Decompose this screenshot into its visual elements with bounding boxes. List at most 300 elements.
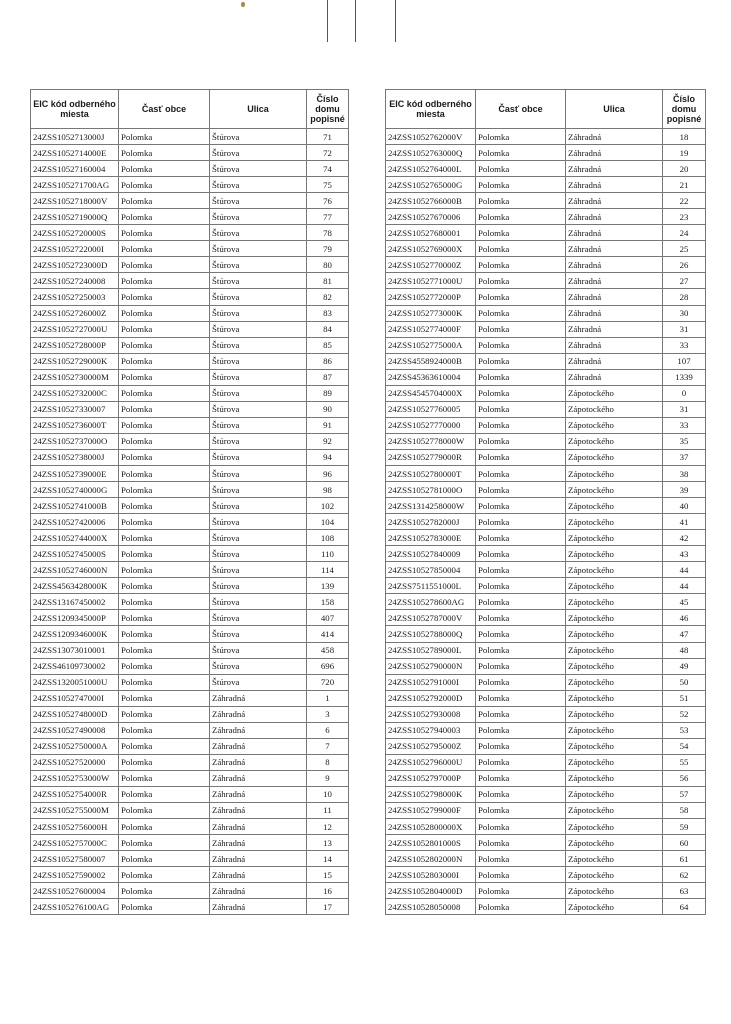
street-cell: Štúrova xyxy=(210,241,307,257)
city-part-cell: Polomka xyxy=(119,482,210,498)
eic-code-cell: 24ZSS1052803000I xyxy=(386,867,476,883)
city-part-cell: Polomka xyxy=(119,193,210,209)
table-row xyxy=(386,690,706,706)
house-number-cell: 108 xyxy=(307,530,349,546)
eic-code-cell: 24ZSS1052764000L xyxy=(386,161,476,177)
house-number-cell: 3 xyxy=(307,706,349,722)
street-cell: Záhradná xyxy=(566,289,663,305)
city-part-cell: Polomka xyxy=(476,241,566,257)
table-row xyxy=(386,401,706,417)
street-cell: Záhradná xyxy=(210,883,307,899)
city-part-cell: Polomka xyxy=(476,433,566,449)
city-part-cell: Polomka xyxy=(119,899,210,915)
street-cell: Záhradná xyxy=(566,257,663,273)
eic-code-cell: 24ZSS1052744000X xyxy=(31,530,119,546)
table-row xyxy=(386,626,706,642)
city-part-cell: Polomka xyxy=(476,353,566,369)
eic-code-cell: 24ZSS10527770000 xyxy=(386,417,476,433)
city-part-cell: Polomka xyxy=(119,353,210,369)
house-number-cell: 80 xyxy=(307,257,349,273)
city-part-cell: Polomka xyxy=(119,401,210,417)
city-part-cell: Polomka xyxy=(476,658,566,674)
eic-code-cell: 24ZSS13073010001 xyxy=(31,642,119,658)
eic-code-cell: 24ZSS1052732000C xyxy=(31,385,119,401)
eic-code-cell: 24ZSS10527850004 xyxy=(386,562,476,578)
house-number-cell: 94 xyxy=(307,449,349,465)
street-cell: Zápotockého xyxy=(566,738,663,754)
house-number-cell: 44 xyxy=(663,578,706,594)
eic-code-cell: 24ZSS1052754000R xyxy=(31,786,119,802)
house-number-cell: 90 xyxy=(307,401,349,417)
street-cell: Štúrova xyxy=(210,417,307,433)
house-number-cell: 24 xyxy=(663,225,706,241)
house-number-cell: 62 xyxy=(663,867,706,883)
eic-code-cell: 24ZSS10527840009 xyxy=(386,546,476,562)
house-number-cell: 407 xyxy=(307,610,349,626)
street-cell: Štúrova xyxy=(210,594,307,610)
eic-code-cell: 24ZSS1052778000W xyxy=(386,433,476,449)
eic-code-cell: 24ZSS10527940003 xyxy=(386,722,476,738)
street-cell: Zápotockého xyxy=(566,610,663,626)
house-number-cell: 414 xyxy=(307,626,349,642)
eic-code-cell: 24ZSS10527490008 xyxy=(31,722,119,738)
header-number: Číslo domu popisné xyxy=(663,90,706,129)
eic-code-cell: 24ZSS10527250003 xyxy=(31,289,119,305)
eic-code-cell: 24ZSS1052762000V xyxy=(386,129,476,145)
city-part-cell: Polomka xyxy=(476,465,566,481)
city-part-cell: Polomka xyxy=(476,225,566,241)
street-cell: Zápotockého xyxy=(566,770,663,786)
table-row xyxy=(386,369,706,385)
table-row xyxy=(31,819,349,835)
street-cell: Zápotockého xyxy=(566,626,663,642)
city-part-cell: Polomka xyxy=(476,482,566,498)
house-number-cell: 42 xyxy=(663,530,706,546)
table-row xyxy=(386,594,706,610)
house-number-cell: 46 xyxy=(663,610,706,626)
table-row xyxy=(31,594,349,610)
street-cell: Štúrova xyxy=(210,514,307,530)
eic-code-cell: 24ZSS1052747000I xyxy=(31,690,119,706)
street-cell: Zápotockého xyxy=(566,706,663,722)
house-number-cell: 64 xyxy=(663,899,706,915)
city-part-cell: Polomka xyxy=(119,690,210,706)
table-row xyxy=(386,867,706,883)
eic-code-cell: 24ZSS1052753000W xyxy=(31,770,119,786)
table-row xyxy=(31,385,349,401)
house-number-cell: 58 xyxy=(663,802,706,818)
city-part-cell: Polomka xyxy=(476,129,566,145)
city-part-cell: Polomka xyxy=(476,257,566,273)
table-row xyxy=(31,353,349,369)
street-cell: Záhradná xyxy=(566,193,663,209)
table-row xyxy=(31,273,349,289)
eic-code-cell: 24ZSS1052797000P xyxy=(386,770,476,786)
table-row xyxy=(386,802,706,818)
city-part-cell: Polomka xyxy=(119,562,210,578)
house-number-cell: 1339 xyxy=(663,369,706,385)
table-row xyxy=(31,449,349,465)
table-row xyxy=(31,257,349,273)
city-part-cell: Polomka xyxy=(476,369,566,385)
house-number-cell: 76 xyxy=(307,193,349,209)
house-number-cell: 31 xyxy=(663,401,706,417)
city-part-cell: Polomka xyxy=(476,337,566,353)
house-number-cell: 26 xyxy=(663,257,706,273)
city-part-cell: Polomka xyxy=(119,754,210,770)
street-cell: Zápotockého xyxy=(566,851,663,867)
street-cell: Zápotockého xyxy=(566,562,663,578)
city-part-cell: Polomka xyxy=(119,514,210,530)
eic-code-cell: 24ZSS10527330007 xyxy=(31,401,119,417)
city-part-cell: Polomka xyxy=(476,514,566,530)
city-part-cell: Polomka xyxy=(119,177,210,193)
house-number-cell: 52 xyxy=(663,706,706,722)
table-row xyxy=(31,321,349,337)
eic-code-cell: 24ZSS1052787000V xyxy=(386,610,476,626)
city-part-cell: Polomka xyxy=(119,145,210,161)
table-row xyxy=(386,449,706,465)
city-part-cell: Polomka xyxy=(476,754,566,770)
street-cell: Štúrova xyxy=(210,626,307,642)
house-number-cell: 59 xyxy=(663,819,706,835)
street-cell: Záhradná xyxy=(210,690,307,706)
table-row xyxy=(31,401,349,417)
table-row xyxy=(386,674,706,690)
city-part-cell: Polomka xyxy=(119,867,210,883)
table-row xyxy=(31,770,349,786)
eic-code-cell: 24ZSS13167450002 xyxy=(31,594,119,610)
house-number-cell: 13 xyxy=(307,835,349,851)
table-row xyxy=(31,754,349,770)
street-cell: Záhradná xyxy=(210,786,307,802)
street-cell: Štúrova xyxy=(210,562,307,578)
house-number-cell: 55 xyxy=(663,754,706,770)
house-number-cell: 85 xyxy=(307,337,349,353)
city-part-cell: Polomka xyxy=(119,417,210,433)
city-part-cell: Polomka xyxy=(476,594,566,610)
city-part-cell: Polomka xyxy=(119,802,210,818)
street-cell: Štúrova xyxy=(210,193,307,209)
table-row xyxy=(31,562,349,578)
table-row xyxy=(31,658,349,674)
city-part-cell: Polomka xyxy=(476,498,566,514)
street-cell: Štúrova xyxy=(210,369,307,385)
house-number-cell: 81 xyxy=(307,273,349,289)
table-row xyxy=(31,369,349,385)
eic-code-cell: 24ZSS1052756000H xyxy=(31,819,119,835)
eic-code-cell: 24ZSS1052780000T xyxy=(386,465,476,481)
eic-code-cell: 24ZSS1052750000A xyxy=(31,738,119,754)
house-number-cell: 104 xyxy=(307,514,349,530)
street-cell: Štúrova xyxy=(210,209,307,225)
table-row xyxy=(386,177,706,193)
city-part-cell: Polomka xyxy=(476,209,566,225)
eic-code-cell: 24ZSS1052774000F xyxy=(386,321,476,337)
city-part-cell: Polomka xyxy=(476,626,566,642)
street-cell: Štúrova xyxy=(210,642,307,658)
city-part-cell: Polomka xyxy=(476,835,566,851)
table-row xyxy=(386,835,706,851)
street-cell: Záhradná xyxy=(210,835,307,851)
house-number-cell: 1 xyxy=(307,690,349,706)
street-cell: Štúrova xyxy=(210,353,307,369)
street-cell: Zápotockého xyxy=(566,594,663,610)
left-table-container xyxy=(30,89,348,915)
scan-line-2 xyxy=(355,0,356,42)
eic-code-cell: 24ZSS4558924000B xyxy=(386,353,476,369)
eic-code-cell: 24ZSS1052804000D xyxy=(386,883,476,899)
header-part: Časť obce xyxy=(119,90,210,129)
city-part-cell: Polomka xyxy=(119,819,210,835)
street-cell: Záhradná xyxy=(566,305,663,321)
city-part-cell: Polomka xyxy=(476,305,566,321)
house-number-cell: 74 xyxy=(307,161,349,177)
street-cell: Štúrova xyxy=(210,465,307,481)
table-row xyxy=(31,546,349,562)
table-row xyxy=(31,899,349,915)
house-number-cell: 60 xyxy=(663,835,706,851)
table-row xyxy=(386,161,706,177)
table-row xyxy=(386,578,706,594)
eic-code-cell: 24ZSS1052763000Q xyxy=(386,145,476,161)
street-cell: Štúrova xyxy=(210,530,307,546)
city-part-cell: Polomka xyxy=(476,786,566,802)
house-number-cell: 21 xyxy=(663,177,706,193)
house-number-cell: 37 xyxy=(663,449,706,465)
house-number-cell: 83 xyxy=(307,305,349,321)
table-row xyxy=(31,626,349,642)
house-number-cell: 720 xyxy=(307,674,349,690)
table-row xyxy=(386,257,706,273)
eic-code-cell: 24ZSS1052727000U xyxy=(31,321,119,337)
eic-code-cell: 24ZSS1052799000F xyxy=(386,802,476,818)
city-part-cell: Polomka xyxy=(119,337,210,353)
house-number-cell: 8 xyxy=(307,754,349,770)
eic-code-cell: 24ZSS1052775000A xyxy=(386,337,476,353)
table-row xyxy=(31,642,349,658)
eic-code-cell: 24ZSS46109730002 xyxy=(31,658,119,674)
eic-code-cell: 24ZSS10528050008 xyxy=(386,899,476,915)
city-part-cell: Polomka xyxy=(476,722,566,738)
city-part-cell: Polomka xyxy=(476,530,566,546)
table-row xyxy=(386,193,706,209)
house-number-cell: 11 xyxy=(307,802,349,818)
left-table-header-row xyxy=(31,90,349,129)
eic-code-cell: 24ZSS1052782000J xyxy=(386,514,476,530)
city-part-cell: Polomka xyxy=(119,610,210,626)
table-row xyxy=(386,819,706,835)
table-row xyxy=(386,899,706,915)
eic-code-cell: 24ZSS105276100AG xyxy=(31,899,119,915)
eic-code-cell: 24ZSS1052713000J xyxy=(31,129,119,145)
city-part-cell: Polomka xyxy=(119,289,210,305)
city-part-cell: Polomka xyxy=(119,209,210,225)
street-cell: Zápotockého xyxy=(566,899,663,915)
street-cell: Záhradná xyxy=(210,819,307,835)
street-cell: Štúrova xyxy=(210,578,307,594)
street-cell: Štúrova xyxy=(210,546,307,562)
city-part-cell: Polomka xyxy=(476,449,566,465)
city-part-cell: Polomka xyxy=(119,257,210,273)
street-cell: Zápotockého xyxy=(566,690,663,706)
eic-code-cell: 24ZSS1209346000K xyxy=(31,626,119,642)
city-part-cell: Polomka xyxy=(476,417,566,433)
house-number-cell: 71 xyxy=(307,129,349,145)
eic-code-cell: 24ZSS1052770000Z xyxy=(386,257,476,273)
eic-code-cell: 24ZSS1320051000U xyxy=(31,674,119,690)
table-row xyxy=(386,722,706,738)
eic-code-cell: 24ZSS7511551000L xyxy=(386,578,476,594)
eic-code-cell: 24ZSS1052771000U xyxy=(386,273,476,289)
table-row xyxy=(31,883,349,899)
house-number-cell: 77 xyxy=(307,209,349,225)
city-part-cell: Polomka xyxy=(119,161,210,177)
house-number-cell: 16 xyxy=(307,883,349,899)
table-row xyxy=(31,835,349,851)
house-number-cell: 96 xyxy=(307,465,349,481)
table-row xyxy=(31,129,349,145)
eic-code-cell: 24ZSS1052726000Z xyxy=(31,305,119,321)
scan-line-1 xyxy=(327,0,328,42)
house-number-cell: 158 xyxy=(307,594,349,610)
eic-code-cell: 24ZSS105271700AG xyxy=(31,177,119,193)
table-row xyxy=(386,754,706,770)
eic-code-cell: 24ZSS10527160004 xyxy=(31,161,119,177)
house-number-cell: 56 xyxy=(663,770,706,786)
eic-code-cell: 24ZSS10527760005 xyxy=(386,401,476,417)
table-row xyxy=(386,209,706,225)
eic-code-cell: 24ZSS1052790000N xyxy=(386,658,476,674)
table-row xyxy=(386,289,706,305)
table-row xyxy=(31,786,349,802)
street-cell: Zápotockého xyxy=(566,498,663,514)
house-number-cell: 63 xyxy=(663,883,706,899)
street-cell: Zápotockého xyxy=(566,658,663,674)
city-part-cell: Polomka xyxy=(119,642,210,658)
city-part-cell: Polomka xyxy=(476,321,566,337)
street-cell: Záhradná xyxy=(566,145,663,161)
right-table-container xyxy=(385,89,705,915)
city-part-cell: Polomka xyxy=(119,369,210,385)
house-number-cell: 110 xyxy=(307,546,349,562)
table-row xyxy=(31,193,349,209)
house-number-cell: 54 xyxy=(663,738,706,754)
street-cell: Záhradná xyxy=(210,899,307,915)
street-cell: Zápotockého xyxy=(566,401,663,417)
city-part-cell: Polomka xyxy=(119,465,210,481)
left-table-body xyxy=(31,129,349,915)
eic-code-cell: 24ZSS10527590002 xyxy=(31,867,119,883)
eic-code-cell: 24ZSS1052738000J xyxy=(31,449,119,465)
eic-code-cell: 24ZSS1052769000X xyxy=(386,241,476,257)
city-part-cell: Polomka xyxy=(119,449,210,465)
street-cell: Zápotockého xyxy=(566,385,663,401)
left-eic-table xyxy=(30,89,349,915)
eic-code-cell: 24ZSS1052714000E xyxy=(31,145,119,161)
table-row xyxy=(31,578,349,594)
eic-code-cell: 24ZSS1052791000I xyxy=(386,674,476,690)
eic-code-cell: 24ZSS1052722000I xyxy=(31,241,119,257)
house-number-cell: 48 xyxy=(663,642,706,658)
table-row xyxy=(31,465,349,481)
city-part-cell: Polomka xyxy=(476,177,566,193)
street-cell: Záhradná xyxy=(210,851,307,867)
street-cell: Štúrova xyxy=(210,321,307,337)
city-part-cell: Polomka xyxy=(119,498,210,514)
street-cell: Štúrova xyxy=(210,337,307,353)
table-row xyxy=(31,514,349,530)
city-part-cell: Polomka xyxy=(476,145,566,161)
house-number-cell: 12 xyxy=(307,819,349,835)
house-number-cell: 75 xyxy=(307,177,349,193)
street-cell: Zápotockého xyxy=(566,786,663,802)
house-number-cell: 84 xyxy=(307,321,349,337)
eic-code-cell: 24ZSS1209345000P xyxy=(31,610,119,626)
city-part-cell: Polomka xyxy=(476,738,566,754)
house-number-cell: 98 xyxy=(307,482,349,498)
street-cell: Záhradná xyxy=(566,129,663,145)
city-part-cell: Polomka xyxy=(119,321,210,337)
house-number-cell: 28 xyxy=(663,289,706,305)
street-cell: Štúrova xyxy=(210,161,307,177)
table-row xyxy=(386,433,706,449)
eic-code-cell: 24ZSS1052746000N xyxy=(31,562,119,578)
house-number-cell: 0 xyxy=(663,385,706,401)
street-cell: Štúrova xyxy=(210,658,307,674)
house-number-cell: 82 xyxy=(307,289,349,305)
street-cell: Štúrova xyxy=(210,273,307,289)
street-cell: Záhradná xyxy=(566,241,663,257)
street-cell: Štúrova xyxy=(210,289,307,305)
eic-code-cell: 24ZSS1052729000K xyxy=(31,353,119,369)
house-number-cell: 89 xyxy=(307,385,349,401)
eic-code-cell: 24ZSS1052789000L xyxy=(386,642,476,658)
table-row xyxy=(386,546,706,562)
eic-code-cell: 24ZSS1052773000K xyxy=(386,305,476,321)
city-part-cell: Polomka xyxy=(119,883,210,899)
city-part-cell: Polomka xyxy=(476,819,566,835)
table-row xyxy=(386,498,706,514)
eic-code-cell: 24ZSS1052718000V xyxy=(31,193,119,209)
table-row xyxy=(386,770,706,786)
eic-code-cell: 24ZSS10527670006 xyxy=(386,209,476,225)
house-number-cell: 50 xyxy=(663,674,706,690)
table-row xyxy=(386,273,706,289)
table-row xyxy=(31,802,349,818)
header-number: Číslo domu popisné xyxy=(307,90,349,129)
table-row xyxy=(31,530,349,546)
header-street: Ulica xyxy=(566,90,663,129)
city-part-cell: Polomka xyxy=(476,899,566,915)
table-row xyxy=(31,498,349,514)
table-row xyxy=(386,562,706,578)
house-number-cell: 30 xyxy=(663,305,706,321)
street-cell: Zápotockého xyxy=(566,835,663,851)
eic-code-cell: 24ZSS10527420006 xyxy=(31,514,119,530)
house-number-cell: 92 xyxy=(307,433,349,449)
table-row xyxy=(31,867,349,883)
house-number-cell: 696 xyxy=(307,658,349,674)
street-cell: Štúrova xyxy=(210,145,307,161)
table-row xyxy=(31,145,349,161)
eic-code-cell: 24ZSS1052755000M xyxy=(31,802,119,818)
table-row xyxy=(386,658,706,674)
street-cell: Štúrova xyxy=(210,610,307,626)
eic-code-cell: 24ZSS45363610004 xyxy=(386,369,476,385)
city-part-cell: Polomka xyxy=(476,273,566,289)
eic-code-cell: 24ZSS10527520000 xyxy=(31,754,119,770)
